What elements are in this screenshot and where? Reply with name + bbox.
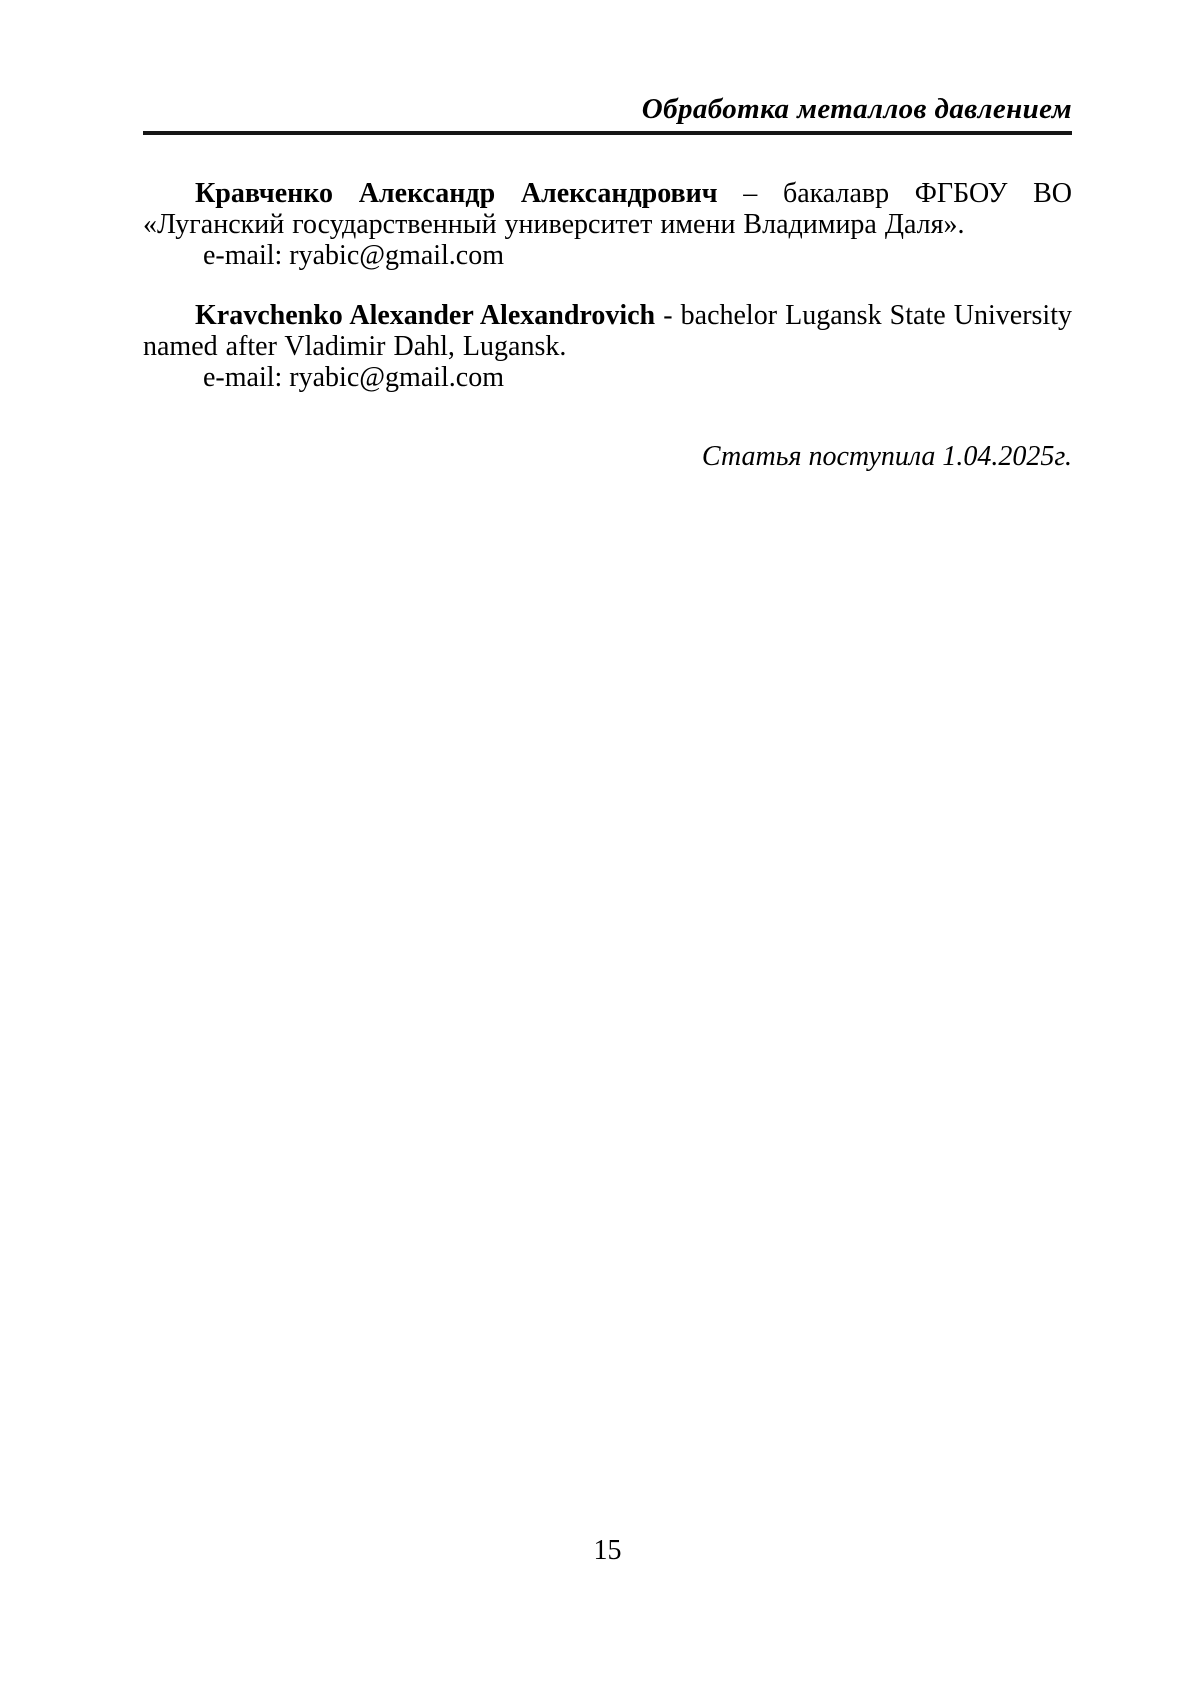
- author-affiliation-en: - bachelor Lugansk State University named after Vladimir Dahl, Lugansk.: [143, 300, 1072, 362]
- author-paragraph-ru: [143, 178, 1072, 240]
- page-content: [143, 178, 1072, 472]
- author-affiliation-ru: – бакалавр ФГБОУ ВО «Луганский государственный университет имени Владимира Даля».: [143, 178, 1072, 240]
- author-name-en: Kravchenko Alexander Alexandrovich: [195, 300, 656, 331]
- author-paragraph-en: [143, 300, 1072, 362]
- received-note: Статья поступила 1.04.2025г.: [701, 441, 1072, 472]
- journal-header: [143, 92, 1072, 135]
- page-number: 15: [593, 1535, 622, 1566]
- email-line-en: e-mail: ryabic@gmail.com: [203, 362, 505, 393]
- journal-title: Обработка металлов давлением: [641, 93, 1072, 125]
- email-line-ru: e-mail: ryabic@gmail.com: [203, 240, 505, 271]
- author-name-ru: Кравченко Александр Александрович: [195, 178, 718, 209]
